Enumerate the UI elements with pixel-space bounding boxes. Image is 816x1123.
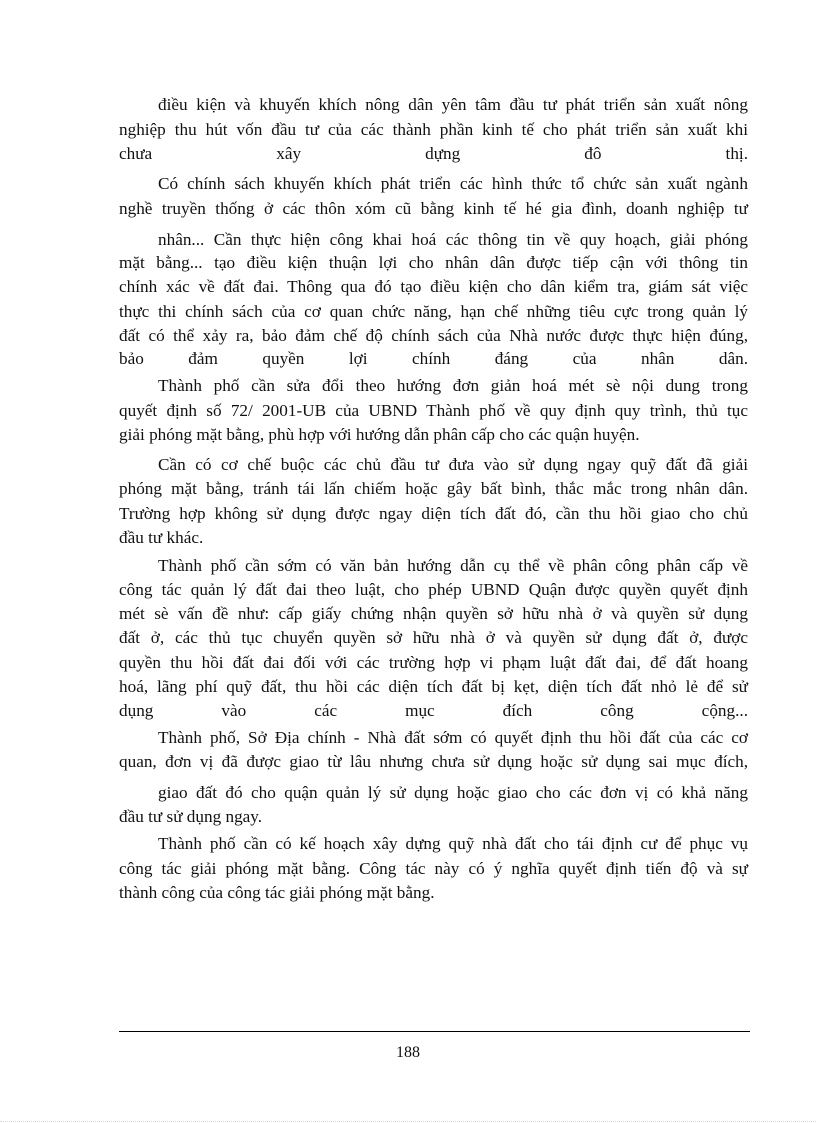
paragraph-line: thành công của công tác giải phóng mặt bằng. — [119, 883, 435, 902]
paragraph-line: chưa xây dựng đô thị. — [119, 144, 748, 163]
paragraph-line: dụng vào các mục đích công cộng... — [119, 701, 748, 720]
paragraph-line: Thành phố, Sở Địa chính - Nhà đất sớm có quyết định thu hồi đất của các cơ — [158, 728, 748, 747]
paragraph-line: nghiệp thu hút vốn đầu tư của các thành phần kinh tế cho phát triển sản xuất khi — [119, 120, 748, 139]
paragraph-line: giao đất đó cho quận quản lý sử dụng hoặc giao cho các đơn vị có khả năng — [158, 783, 748, 802]
paragraph-line: Cần có cơ chế buộc các chủ đầu tư đưa vào sử dụng ngay quỹ đất đã giải — [158, 455, 748, 474]
paragraph-line: thực thi chính sách của cơ quan chức năng, hạn chế những tiêu cực trong quản lý — [119, 302, 748, 321]
page-number: 188 — [396, 1044, 420, 1061]
paragraph-line: công tác quản lý đất đai theo luật, cho phép UBND Quận được quyền quyết định — [119, 580, 748, 599]
paragraph-line: bảo đảm quyền lợi chính đáng của nhân dân. — [119, 349, 748, 368]
footer-divider — [119, 1031, 750, 1032]
paragraph-line: quan, đơn vị đã được giao từ lâu nhưng chưa sử dụng hoặc sử dụng sai mục đích, — [119, 752, 748, 771]
paragraph-line: đất có thể xảy ra, bảo đảm chế độ chính sách của Nhà nước được thực hiện đúng, — [119, 326, 748, 345]
page-bottom-border — [0, 1121, 816, 1122]
paragraph-line: nghề truyền thống ở các thôn xóm cũ bằng kinh tế hé gia đình, doanh nghiệp tư — [119, 199, 748, 218]
paragraph-line: quyết định số 72/ 2001-UB của UBND Thành phố về quy định quy trình, thủ tục — [119, 401, 748, 420]
paragraph-line: Thành phố cần có kế hoạch xây dựng quỹ nhà đất cho tái định cư để phục vụ — [158, 834, 748, 853]
paragraph-line: Thành phố cần sửa đổi theo hướng đơn giản hoá mét sè nội dung trong — [158, 376, 748, 395]
paragraph-line: Thành phố cần sớm có văn bản hướng dẫn cụ thể về phân công phân cấp về — [158, 556, 748, 575]
paragraph-line: phóng mặt bằng, tránh tái lấn chiếm hoặc gây bất bình, thắc mắc trong nhân dân. — [119, 479, 748, 498]
paragraph-line: đất ở, các thủ tục chuyển quyền sở hữu nhà ở và quyền sử dụng đất ở, được — [119, 628, 748, 647]
paragraph-line: chính xác về đất đai. Thông qua đó tạo điều kiện cho dân kiểm tra, giám sát việc — [119, 277, 748, 296]
paragraph-line: hoá, lãng phí quỹ đất, thu hồi các diện tích đất bị kẹt, diện tích đất nhỏ lẻ để sử — [119, 677, 748, 696]
paragraph-line: Có chính sách khuyến khích phát triển các hình thức tổ chức sản xuất ngành — [158, 174, 748, 193]
paragraph-line: nhân... Cần thực hiện công khai hoá các thông tin về quy hoạch, giải phóng — [158, 230, 748, 249]
paragraph-line: mặt bằng... tạo điều kiện thuận lợi cho nhân dân được tiếp cận với thông tin — [119, 253, 748, 272]
paragraph-line: điều kiện và khuyến khích nông dân yên tâm đầu tư phát triển sản xuất nông — [158, 95, 748, 114]
paragraph-line: Trường hợp không sử dụng được ngay diện tích đất đó, cần thu hồi giao cho chủ — [119, 504, 748, 523]
paragraph-line: công tác giải phóng mặt bằng. Công tác này có ý nghĩa quyết định tiến độ và sự — [119, 859, 748, 878]
paragraph-line: giải phóng mặt bằng, phù hợp với hướng dẫn phân cấp cho các quận huyện. — [119, 425, 640, 444]
paragraph-line: đầu tư khác. — [119, 528, 204, 547]
paragraph-line: quyền thu hồi đất đai đối với các trường hợp vi phạm luật đất đai, để đất hoang — [119, 653, 748, 672]
paragraph-line: mét sè vấn đề như: cấp giấy chứng nhận quyền sở hữu nhà ở và quyền sử dụng — [119, 604, 748, 623]
paragraph-line: đầu tư sử dụng ngay. — [119, 807, 263, 826]
